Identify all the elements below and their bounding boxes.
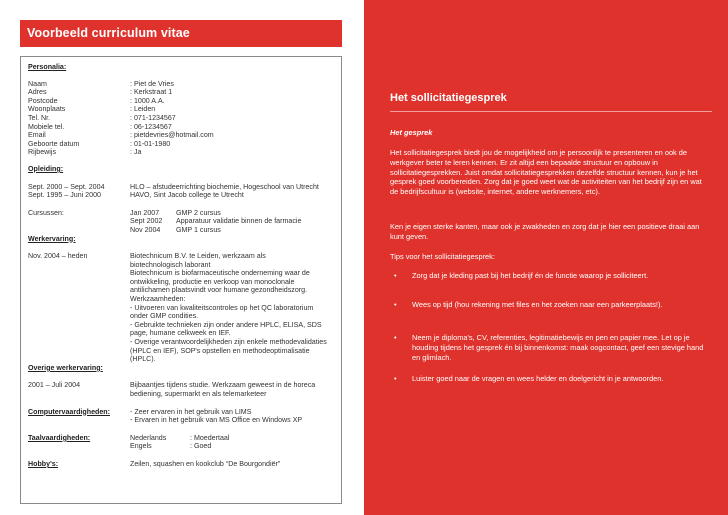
- personalia-value: : Leiden: [130, 105, 156, 114]
- intro-paragraph: Het sollicitatiegesprek biedt jou de mogelijkheid om je persoonlijk te presenteren en ook de werkgever beter te leren kennen. Er zit altijd een bepaalde structuur en opbouw in sollicitatiegesprekken. Juist omdat sollicitatiegesprekken dezelfde structuur kennen, kun je het gesprek goed voorbereiden. Zorg dat je goed weet wat de activiteiten van het bedrijf zijn en wat de bedrijfscultuur is (website, internet, andere werknemers, etc).: [390, 148, 702, 197]
- personalia-row: [28, 131, 341, 140]
- opleiding-period: Sept. 2000 – Sept. 2004: [28, 182, 105, 191]
- computer-line: - Zeer ervaren in het gebruik van LIMS: [130, 407, 252, 416]
- personalia-label: Naam: [28, 79, 47, 88]
- cursussen-row: [28, 226, 341, 235]
- personalia-value: : 01-01-1980: [130, 139, 171, 148]
- werkervaring-line: biotechnologisch laborant: [130, 260, 211, 269]
- werkervaring-line: Werkzaamheden:: [130, 295, 186, 304]
- tip-item: [390, 374, 710, 384]
- cursus-date: Nov 2004: [130, 225, 161, 234]
- personalia-label: Woonplaats: [28, 105, 66, 114]
- tip-text: Wees op tijd (hou rekening met files en het zoeken naar een parkeerplaats!).: [412, 300, 663, 309]
- werkervaring-line: (HPLC en IEF), SOP's opstellen en methodeoptimalisatie: [130, 346, 310, 355]
- werkervaring-line: antilichamen plaatsvindt voor humane gezondheidszorg.: [130, 286, 308, 295]
- werkervaring-heading: Werkervaring:: [28, 234, 76, 243]
- hobbys-row: [28, 460, 341, 469]
- werkervaring-line: onder GMP condities.: [130, 312, 199, 321]
- tip-item: [390, 300, 710, 310]
- bullet-icon: •: [394, 333, 397, 342]
- cursus-name: GMP 2 cursus: [176, 208, 221, 217]
- cursussen-label: Cursussen:: [28, 208, 64, 217]
- tips-heading: Tips voor het sollicitatiegesprek:: [390, 252, 495, 261]
- werkervaring-period: Nov. 2004 – heden: [28, 252, 88, 261]
- personalia-value: : Ja: [130, 148, 142, 157]
- section-title: Het sollicitatiegesprek: [390, 92, 507, 104]
- werkervaring-description: [130, 252, 341, 364]
- cursussen-row: [28, 217, 341, 226]
- computer-description: [130, 408, 341, 425]
- taal-lang: Engels: [130, 442, 152, 451]
- personalia-label: Postcode: [28, 96, 58, 105]
- strengths-paragraph: Ken je eigen sterke kanten, maar ook je zwakheden en zorg dat je hier een positieve draai aan kunt geven.: [390, 222, 700, 241]
- taal-row: [28, 434, 341, 443]
- werkervaring-line: ontwikkeling, productie en verkoop van monoclonale: [130, 277, 295, 286]
- overige-description: [130, 381, 341, 398]
- opleiding-heading: Opleiding:: [28, 164, 64, 173]
- cv-title: Voorbeeld curriculum vitae: [20, 20, 342, 47]
- opleiding-row: [28, 191, 341, 200]
- bullet-icon: •: [394, 374, 397, 383]
- taal-lang: Nederlands: [130, 433, 167, 442]
- werkervaring-line: page, humane celkweek en IEF.: [130, 329, 231, 338]
- werkervaring-line: - Uitvoeren van kwaliteitscontroles op het QC laboratorium: [130, 303, 314, 312]
- werkervaring-line: (HPLC).: [130, 355, 156, 364]
- personalia-label: Tel. Nr.: [28, 113, 51, 122]
- werkervaring-line: Biotechnicum is biofarmaceutische onderneming waar de: [130, 269, 310, 278]
- personalia-value: : 071-1234567: [130, 113, 176, 122]
- bullet-icon: •: [394, 300, 397, 309]
- personalia-label: Adres: [28, 88, 47, 97]
- cv-box: [20, 56, 342, 504]
- werkervaring-row: [28, 252, 341, 364]
- overige-heading: Overige werkervaring:: [28, 363, 103, 372]
- tip-text: Luister goed naar de vragen en wees helder en doelgericht in je antwoorden.: [412, 374, 664, 383]
- tip-text: Neem je diploma's, CV, referenties, legitimatiebewijs en pen en papier mee. Let op je houding tijdens het gesprek én bij binnenkomst: maak oogcontact, geef een stevige hand en glimlach.: [412, 333, 704, 362]
- personalia-row: [28, 88, 341, 97]
- overige-line: bediening, supermarkt en als telemarketeer: [130, 390, 267, 398]
- computer-heading: Computervaardigheden:: [28, 407, 110, 416]
- personalia-heading: Personalia:: [28, 63, 67, 71]
- overige-row: [28, 381, 341, 398]
- personalia-label: Rijbewijs: [28, 148, 56, 157]
- cursus-name: Apparatuur validatie binnen de farmacie: [176, 217, 302, 226]
- personalia-row: [28, 105, 341, 114]
- hobbys-value: Zeilen, squashen en kookclub “De Bourgondiër”: [130, 459, 281, 468]
- taal-level: : Goed: [190, 442, 212, 451]
- title-divider: [390, 111, 712, 112]
- computer-row: [28, 408, 341, 425]
- tip-item: [390, 271, 710, 281]
- personalia-label: Email: [28, 131, 46, 140]
- taal-row: [28, 442, 341, 451]
- right-page: [364, 0, 728, 515]
- personalia-label: Geboorte datum: [28, 139, 80, 148]
- personalia-row: [28, 148, 341, 157]
- tip-item: [390, 333, 710, 362]
- opleiding-period: Sept. 1995 – Juni 2000: [28, 191, 101, 200]
- werkervaring-line: - Gebruikte technieken zijn onder andere HPLC, ELISA, SDS: [130, 320, 322, 329]
- personalia-row: [28, 140, 341, 149]
- tip-text: Zorg dat je kleding past bij het bedrijf én de functie waarop je solliciteert.: [412, 271, 649, 280]
- opleiding-row: [28, 183, 341, 192]
- bullet-icon: •: [394, 271, 397, 280]
- cursussen-row: [28, 209, 341, 218]
- section-subtitle: Het gesprek: [390, 128, 433, 137]
- personalia-value: : Piet de Vries: [130, 79, 174, 88]
- werkervaring-line: Biotechnicum B.V. te Leiden, werkzaam als: [130, 252, 266, 261]
- taal-heading: Taalvaardigheden:: [28, 433, 91, 442]
- overige-line: Bijbaantjes tijdens studie. Werkzaam geweest in de horeca: [130, 381, 316, 390]
- personalia-label: Mobiele tel.: [28, 122, 65, 131]
- taal-level: : Moedertaal: [190, 433, 230, 442]
- personalia-row: [28, 114, 341, 123]
- cursus-date: Jan 2007: [130, 208, 160, 217]
- personalia-value: : 1000 A.A.: [130, 96, 165, 105]
- personalia-value: : pietdevries@hotmail.com: [130, 131, 214, 140]
- opleiding-desc: HLO – afstudeerrichting biochemie, Hogeschool van Utrecht: [130, 182, 319, 191]
- opleiding-desc: HAVO, Sint Jacob college te Utrecht: [130, 191, 244, 200]
- personalia-row: [28, 123, 341, 132]
- cursus-name: GMP 1 cursus: [176, 225, 221, 234]
- personalia-list: [28, 80, 341, 157]
- personalia-row: [28, 80, 341, 89]
- computer-line: - Ervaren in het gebruik van MS Office en Windows XP: [130, 416, 303, 425]
- werkervaring-line: - Overige verantwoordelijkheden zijn enkele methodevalidaties: [130, 338, 327, 347]
- personalia-value: : 06-1234567: [130, 122, 172, 131]
- cursus-date: Sept 2002: [130, 217, 163, 226]
- personalia-value: : Kerkstraat 1: [130, 88, 173, 97]
- hobbys-heading: Hobby's:: [28, 459, 59, 468]
- overige-period: 2001 – Juli 2004: [28, 381, 81, 390]
- personalia-row: [28, 97, 341, 106]
